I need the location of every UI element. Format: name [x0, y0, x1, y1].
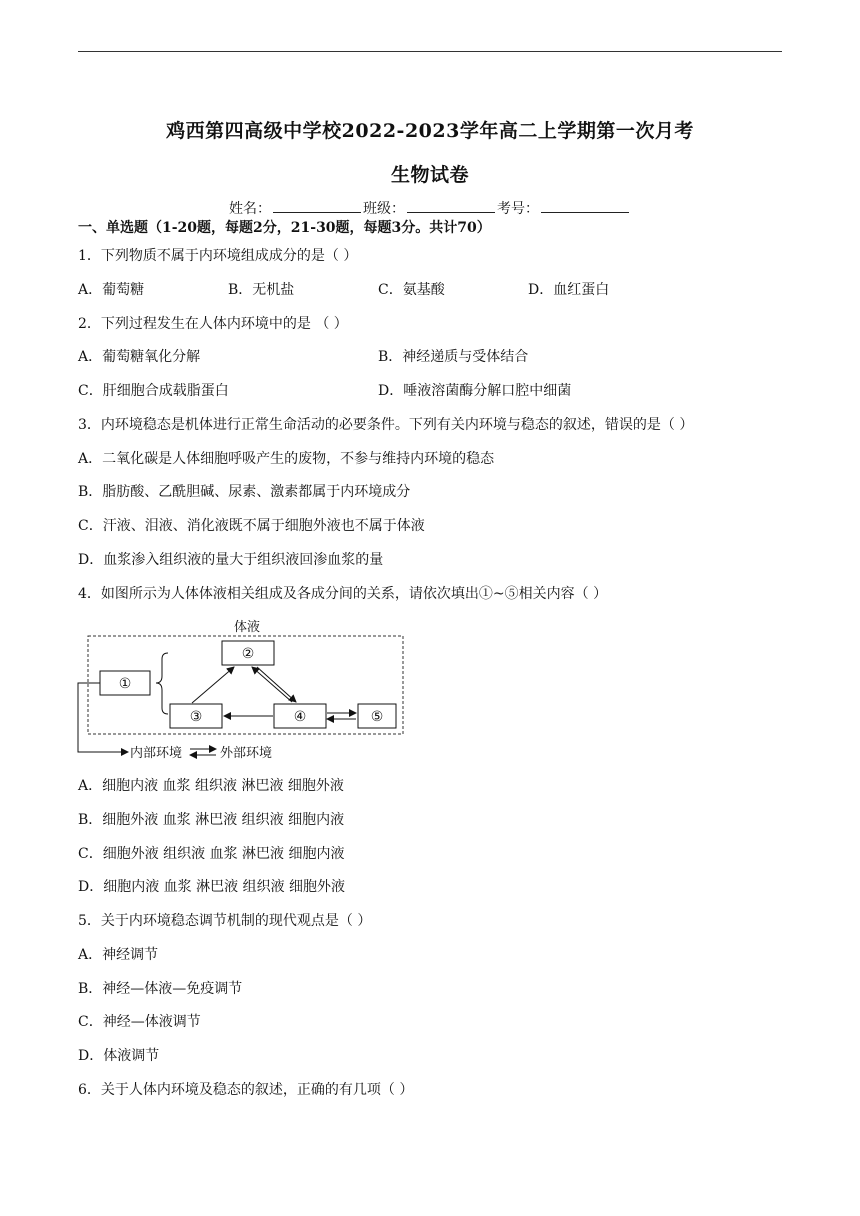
student-info-line	[0, 198, 860, 218]
q1-option-c: C．氨基酸	[378, 282, 445, 298]
outer-env-label: 外部环境	[220, 746, 273, 761]
header-rule	[78, 51, 782, 52]
q1-stem: 1．下列物质不属于内环境组成成分的是（ ）	[78, 248, 358, 264]
q5-option-d: D．体液调节	[78, 1048, 160, 1064]
q4-option-b: B．细胞外液 血浆 淋巴液 组织液 细胞内液	[78, 812, 345, 828]
q5-option-c: C．神经—体液调节	[78, 1014, 201, 1030]
exam-subtitle: 生物试卷	[390, 164, 469, 186]
node-1-label: ①	[118, 676, 132, 692]
node-4-label: ④	[293, 709, 307, 725]
q5-option-b: B．神经—体液—免疫调节	[78, 981, 243, 997]
name-label: 姓名：	[229, 201, 271, 217]
q3-option-d: D．血浆渗入组织液的量大于组织液回渗血浆的量	[78, 552, 384, 568]
class-blank	[407, 200, 495, 213]
q6-stem: 6．关于人体内环境及稳态的叙述，正确的有几项（ ）	[78, 1082, 414, 1098]
q2-option-c: C．肝细胞合成载脂蛋白	[78, 383, 229, 399]
q4-option-a: A．细胞内液 血浆 组织液 淋巴液 细胞外液	[78, 778, 344, 794]
body-fluid-diagram	[70, 612, 410, 764]
q1-option-d: D．血红蛋白	[528, 282, 610, 298]
q2-option-d: D．唾液溶菌酶分解口腔中细菌	[378, 383, 572, 399]
arrow-3-to-2	[192, 667, 234, 703]
arrow-4-to-2	[252, 667, 292, 702]
exam-no-label: 考号：	[497, 201, 539, 217]
exam-no-blank	[541, 200, 629, 213]
q1-option-b: B．无机盐	[228, 282, 295, 298]
q5-option-a: A．神经调节	[78, 947, 159, 963]
q3-option-a: A．二氧化碳是人体细胞呼吸产生的废物，不参与维持内环境的稳态	[78, 451, 495, 467]
class-label: 班级：	[363, 201, 405, 217]
node-5-label: ⑤	[370, 709, 384, 725]
q5-stem: 5．关于内环境稳态调节机制的现代观点是（ ）	[78, 913, 372, 929]
q3-option-c: C．汗液、泪液、消化液既不属于细胞外液也不属于体液	[78, 518, 425, 534]
node-2-label: ②	[241, 646, 255, 662]
q3-stem: 3．内环境稳态是机体进行正常生命活动的必要条件。下列有关内环境与稳态的叙述，错误的是（ ）	[78, 417, 694, 433]
q4-stem: 4．如图所示为人体体液相关组成及各成分间的关系，请依次填出①~⑤相关内容（ ）	[78, 586, 608, 602]
arrow-2-to-4	[257, 667, 296, 702]
q3-option-b: B．脂肪酸、乙酰胆碱、尿素、激素都属于内环境成分	[78, 484, 411, 500]
name-blank	[273, 200, 361, 213]
q2-option-b: B．神经递质与受体结合	[378, 349, 529, 365]
inner-env-label: 内部环境	[130, 746, 183, 761]
exam-title: 鸡西第四高级中学校2022-2023学年高二上学期第一次月考	[166, 120, 694, 142]
node-3-label: ③	[189, 709, 203, 725]
section-heading: 一、单选题（1-20题，每题2分，21-30题，每题3分。共计70）	[78, 220, 491, 236]
top-label: 体液	[233, 620, 261, 635]
q2-option-a: A．葡萄糖氧化分解	[78, 349, 201, 365]
q1-option-a: A．葡萄糖	[78, 282, 145, 298]
q2-stem: 2．下列过程发生在人体内环境中的是 （ ）	[78, 316, 348, 332]
q4-option-d: D．细胞内液 血浆 淋巴液 组织液 细胞外液	[78, 879, 346, 895]
brace	[156, 653, 168, 714]
q4-option-c: C．细胞外液 组织液 血浆 淋巴液 细胞内液	[78, 846, 345, 862]
